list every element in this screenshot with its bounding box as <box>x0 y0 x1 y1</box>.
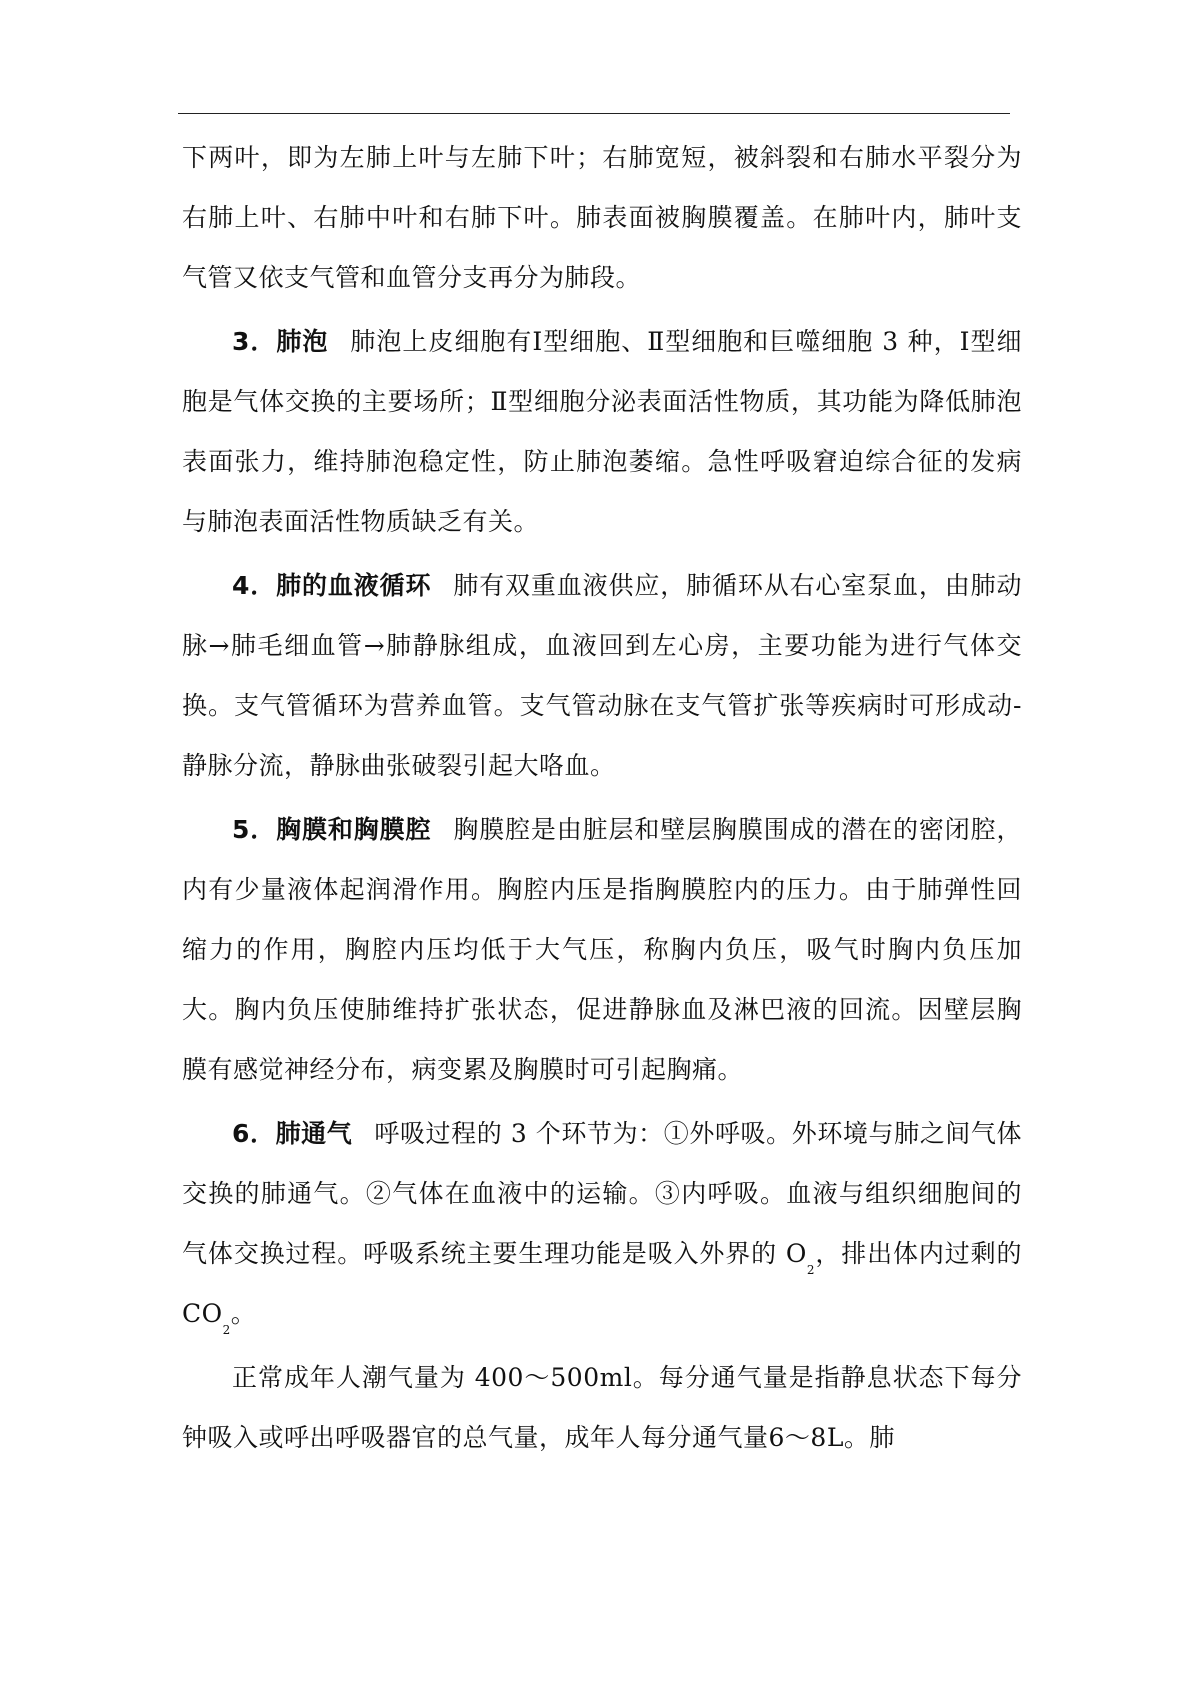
paragraph-alveoli <box>182 312 1022 552</box>
section-heading-alveoli: 3．肺泡 <box>232 327 329 356</box>
paragraph-text: 下两叶，即为左肺上叶与左肺下叶；右肺宽短，被斜裂和右肺水平裂分为右肺上叶、右肺中叶和右肺下叶。肺表面被胸膜覆盖。在肺叶内，肺叶支气管又依支气管和血管分支再分为肺段。 <box>182 143 1022 292</box>
section-heading-pleura: 5．胸膜和胸膜腔 <box>232 815 432 844</box>
section-heading-blood-circulation: 4．肺的血液循环 <box>232 571 432 600</box>
paragraph-text: 呼吸过程的 3 个环节为：①外呼吸。外环境与肺之间气体交换的肺通气。②气体在血液中的运输。③内呼吸。血液与组织细胞间的气体交换过程。呼吸系统主要生理功能是吸入外界的 O <box>182 1119 1022 1268</box>
paragraph-text: 。 <box>230 1299 257 1328</box>
paragraph-text: 胸膜腔是由脏层和壁层胸膜围成的潜在的密闭腔，内有少量液体起润滑作用。胸腔内压是指胸膜腔内的压力。由于肺弹性回缩力的作用，胸腔内压均低于大气压，称胸内负压，吸气时胸内负压加大。胸内负压使肺维持扩张状态，促进静脉血及淋巴液的回流。因壁层胸膜有感觉神经分布，病变累及胸膜时可引起胸痛。 <box>182 815 1022 1084</box>
paragraph-text: ，排出体内过剩的 CO <box>182 1239 1022 1328</box>
section-heading-ventilation: 6．肺通气 <box>232 1119 353 1148</box>
document-body <box>182 128 1022 1472</box>
paragraph-ventilation <box>182 1104 1022 1344</box>
paragraph-tidal-volume <box>182 1348 1022 1468</box>
paragraph-lung-lobes <box>182 128 1022 308</box>
paragraph-pleura <box>182 800 1022 1100</box>
paragraph-text: 肺有双重血液供应，肺循环从右心室泵血，由肺动脉→肺毛细血管→肺静脉组成，血液回到左心房，主要功能为进行气体交换。支气管循环为营养血管。支气管动脉在支气管扩张等疾病时可形成动-静脉分流，静脉曲张破裂引起大咯血。 <box>182 571 1022 780</box>
subscript: 2 <box>806 1263 816 1277</box>
paragraph-blood-circulation <box>182 556 1022 796</box>
paragraph-text: 肺泡上皮细胞有Ⅰ型细胞、Ⅱ型细胞和巨噬细胞 3 种，Ⅰ型细胞是气体交换的主要场所；Ⅱ型细胞分泌表面活性物质，其功能为降低肺泡表面张力，维持肺泡稳定性，防止肺泡萎缩。急性呼吸窘迫综合征的发病与肺泡表面活性物质缺乏有关。 <box>182 327 1022 536</box>
subscript: 2 <box>222 1323 231 1337</box>
paragraph-text: 正常成年人潮气量为 400～500ml。每分通气量是指静息状态下每分钟吸入或呼出呼吸器官的总气量，成年人每分通气量6～8L。肺 <box>182 1363 1022 1452</box>
header-rule <box>178 113 1010 114</box>
